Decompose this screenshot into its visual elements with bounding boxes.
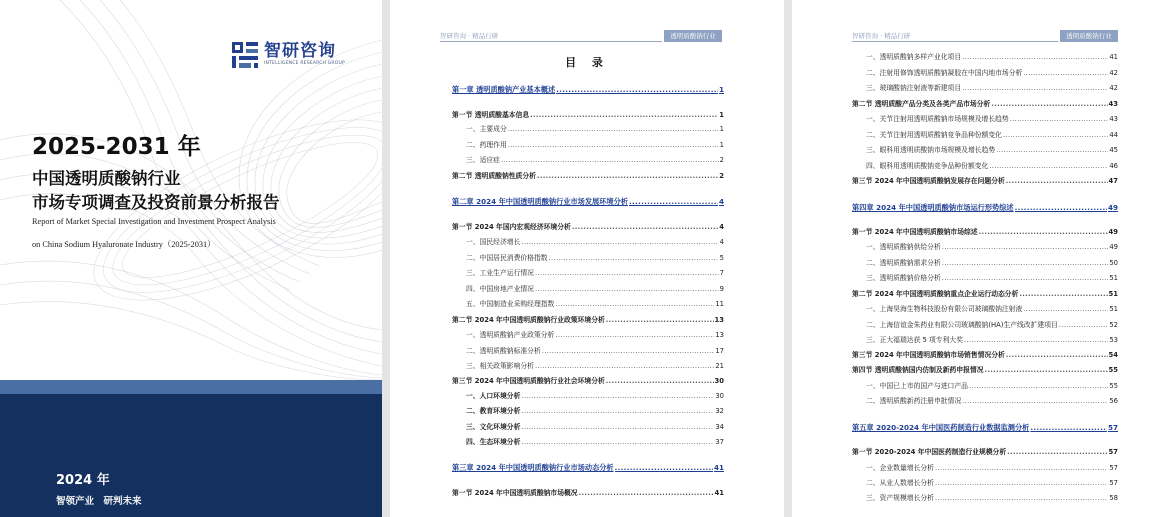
toc-section-entry[interactable] bbox=[852, 350, 1118, 360]
toc-page-number: 51 bbox=[1109, 305, 1118, 313]
toc-subsection-entry[interactable] bbox=[452, 253, 724, 263]
toc-leader-dots bbox=[537, 171, 718, 181]
toc-entry-label: 二、上海信谊金朱药业有限公司玻璃酸钠(HA)生产线改扩建项目 bbox=[866, 321, 1058, 329]
toc-chapter-link[interactable] bbox=[452, 463, 724, 473]
toc-section-entry[interactable] bbox=[452, 315, 724, 325]
toc-subsection-entry[interactable] bbox=[452, 346, 724, 356]
toc-section-entry[interactable] bbox=[452, 488, 724, 498]
toc-entry-label: 三、透明质酸钠价格分析 bbox=[866, 274, 941, 282]
toc-page-number: 44 bbox=[1109, 131, 1118, 139]
header-rule bbox=[852, 41, 1058, 42]
toc-leader-dots bbox=[942, 273, 1109, 283]
toc-page-number: 4 bbox=[718, 197, 724, 206]
toc-page-number: 42 bbox=[1109, 84, 1118, 92]
logo-name: 智研咨询 bbox=[264, 41, 336, 61]
toc-leader-dots bbox=[1006, 176, 1108, 186]
toc-section-entry[interactable] bbox=[852, 227, 1118, 237]
cover-slogan: 智领产业 研判未来 bbox=[56, 496, 142, 507]
toc-subsection-entry[interactable] bbox=[452, 437, 724, 447]
toc-subsection-entry[interactable] bbox=[852, 258, 1118, 268]
toc-leader-dots bbox=[521, 422, 714, 432]
toc-leader-dots bbox=[606, 376, 714, 386]
report-cover-page[interactable] bbox=[0, 0, 382, 517]
toc-section-entry[interactable] bbox=[852, 365, 1118, 375]
toc-subsection-entry[interactable] bbox=[852, 478, 1118, 488]
toc-entry-label: 一、国民经济增长 bbox=[466, 238, 521, 246]
toc-page-number: 1 bbox=[718, 85, 724, 94]
toc-page-number: 43 bbox=[1108, 100, 1118, 108]
toc-entry-label: 一、人口环境分析 bbox=[466, 392, 521, 400]
toc-subsection-entry[interactable] bbox=[452, 237, 724, 247]
cover-date: 2024 年 bbox=[56, 473, 110, 488]
toc-page-number: 55 bbox=[1109, 382, 1118, 390]
toc-page-number: 41 bbox=[713, 463, 724, 472]
toc-page-number: 32 bbox=[715, 407, 724, 415]
toc-leader-dots bbox=[521, 406, 714, 416]
toc-subsection-entry[interactable] bbox=[452, 406, 724, 416]
toc-entry-label: 第四章 2024 年中国透明质酸钠市场运行形势综述 bbox=[852, 203, 1014, 212]
toc-subsection-entry[interactable] bbox=[852, 273, 1118, 283]
cover-english-title-1: Report of Market Special Investigation and Investment Prospect Analysis bbox=[32, 217, 276, 226]
toc-subsection-entry[interactable] bbox=[852, 145, 1118, 155]
toc-page-number: 41 bbox=[714, 489, 724, 497]
toc-page-number: 1 bbox=[719, 111, 724, 119]
toc-page-number: 1 bbox=[719, 125, 724, 133]
toc-entry-label: 二、中国居民消费价格指数 bbox=[466, 254, 548, 262]
toc-entry-label: 第二节 2024 年中国透明质酸钠行业政策环境分析 bbox=[452, 316, 605, 324]
toc-subsection-entry[interactable] bbox=[852, 463, 1118, 473]
logo-mark-icon bbox=[232, 42, 258, 68]
toc-leader-dots bbox=[969, 381, 1108, 391]
toc-entry-label: 二、教育环境分析 bbox=[466, 407, 521, 415]
toc-page-number: 1 bbox=[719, 141, 724, 149]
toc-title: 目 录 bbox=[565, 56, 609, 69]
toc-entry-label: 二、药理作用 bbox=[466, 141, 507, 149]
toc-entry-label: 第四节 透明质酸钠国内仿制及新药申报情况 bbox=[852, 366, 984, 374]
toc-leader-dots bbox=[1019, 289, 1107, 299]
toc-entry-label: 三、资产规模增长分析 bbox=[866, 494, 934, 502]
brand-logo bbox=[232, 42, 345, 68]
toc-entry-label: 一、主要成分 bbox=[466, 125, 507, 133]
toc-entry-label: 第五章 2020-2024 年中国医药制造行业数据监测分析 bbox=[852, 423, 1030, 432]
toc-page-number: 21 bbox=[715, 362, 724, 370]
toc-leader-dots bbox=[549, 253, 719, 263]
toc-entry-label: 一、企业数量增长分析 bbox=[866, 464, 934, 472]
toc-leader-dots bbox=[1030, 423, 1107, 433]
toc-leader-dots bbox=[521, 391, 714, 401]
toc-section-entry[interactable] bbox=[452, 171, 724, 181]
toc-entry-label: 二、透明质酸钠需求分析 bbox=[866, 259, 941, 267]
toc-page-number: 57 bbox=[1108, 448, 1118, 456]
toc-leader-dots bbox=[935, 493, 1108, 503]
toc-leader-dots bbox=[935, 463, 1108, 473]
toc-entry-label: 五、中国制造业采购经理指数 bbox=[466, 300, 555, 308]
toc-subsection-entry[interactable] bbox=[452, 299, 724, 309]
logo-tagline: INTELLIGENCE RESEARCH GROUP bbox=[264, 61, 345, 66]
toc-chapter-link[interactable] bbox=[452, 197, 724, 207]
toc-leader-dots bbox=[989, 161, 1108, 171]
toc-leader-dots bbox=[508, 140, 719, 150]
cover-english-title-2: on China Sodium Hyaluronate Industry（2025-2031） bbox=[32, 240, 216, 249]
cover-title-line-2: 市场专项调查及投资前景分析报告 bbox=[32, 193, 280, 212]
toc-subsection-entry[interactable] bbox=[852, 242, 1118, 252]
toc-subsection-entry[interactable] bbox=[452, 124, 724, 134]
toc-entry-label: 二、注射用修饰透明质酸钠凝胶在中国内地市场分析 bbox=[866, 69, 1023, 77]
toc-leader-dots bbox=[964, 335, 1108, 345]
toc-entry-label: 一、透明质酸钠多样产业化项目 bbox=[866, 53, 962, 61]
toc-entry-label: 第二章 2024 年中国透明质酸钠行业市场发展环境分析 bbox=[452, 197, 628, 206]
toc-entry-label: 四、眼科用透明质酸钠竞争品种份额变化 bbox=[866, 162, 989, 170]
toc-section-entry[interactable] bbox=[452, 110, 724, 120]
toc-subsection-entry[interactable] bbox=[452, 361, 724, 371]
cover-year-range: 2025-2031 年 bbox=[32, 134, 201, 160]
toc-leader-dots bbox=[942, 258, 1109, 268]
toc-subsection-entry[interactable] bbox=[852, 52, 1118, 62]
toc-page-number: 34 bbox=[715, 423, 724, 431]
toc-leader-dots bbox=[556, 85, 718, 95]
toc-leader-dots bbox=[1059, 320, 1109, 330]
toc-page-1[interactable] bbox=[390, 0, 784, 517]
toc-subsection-entry[interactable] bbox=[852, 68, 1118, 78]
toc-entry-label: 三、玻璃酸钠注射液等新建项目 bbox=[866, 84, 962, 92]
toc-leader-dots bbox=[1023, 304, 1108, 314]
toc-entry-label: 第二节 2024 年中国透明质酸钠重点企业运行动态分析 bbox=[852, 290, 1019, 298]
toc-leader-dots bbox=[935, 478, 1108, 488]
toc-subsection-entry[interactable] bbox=[852, 130, 1118, 140]
toc-subsection-entry[interactable] bbox=[852, 381, 1118, 391]
toc-leader-dots bbox=[979, 227, 1108, 237]
toc-page-2[interactable] bbox=[792, 0, 1176, 517]
toc-entry-label: 第三节 2024 年中国透明质酸钠市场销售情况分析 bbox=[852, 351, 1005, 359]
toc-page-number: 4 bbox=[719, 223, 724, 231]
toc-page-number: 58 bbox=[1109, 494, 1118, 502]
toc-page-number: 49 bbox=[1108, 228, 1118, 236]
toc-leader-dots bbox=[615, 463, 713, 473]
toc-leader-dots bbox=[555, 299, 714, 309]
toc-subsection-entry[interactable] bbox=[852, 493, 1118, 503]
toc-leader-dots bbox=[521, 237, 718, 247]
toc-subsection-entry[interactable] bbox=[852, 161, 1118, 171]
page-header bbox=[440, 30, 722, 43]
toc-chapter-link[interactable] bbox=[852, 203, 1118, 213]
toc-leader-dots bbox=[962, 52, 1108, 62]
toc-page-number: 46 bbox=[1109, 162, 1118, 170]
toc-entry-label: 第二节 透明质酸钠性质分析 bbox=[452, 172, 536, 180]
toc-subsection-entry[interactable] bbox=[452, 330, 724, 340]
toc-entry-label: 四、生态环境分析 bbox=[466, 438, 521, 446]
toc-entry-label: 第一节 2024 年国内宏观经济环境分析 bbox=[452, 223, 571, 231]
toc-page-number: 56 bbox=[1109, 397, 1118, 405]
toc-leader-dots bbox=[606, 315, 714, 325]
toc-section-entry[interactable] bbox=[852, 289, 1118, 299]
toc-entry-label: 三、眼科用透明质酸钠市场规模及增长趋势 bbox=[866, 146, 996, 154]
toc-leader-dots bbox=[1003, 130, 1108, 140]
toc-entry-label: 三、相关政策影响分析 bbox=[466, 362, 534, 370]
toc-subsection-entry[interactable] bbox=[852, 114, 1118, 124]
toc-page-number: 57 bbox=[1107, 423, 1118, 432]
toc-leader-dots bbox=[962, 396, 1108, 406]
toc-leader-dots bbox=[535, 361, 714, 371]
toc-leader-dots bbox=[1015, 203, 1107, 213]
toc-entry-label: 第一节 2024 年中国透明质酸钠市场概况 bbox=[452, 489, 578, 497]
toc-leader-dots bbox=[542, 346, 715, 356]
toc-leader-dots bbox=[508, 124, 719, 134]
toc-subsection-entry[interactable] bbox=[852, 335, 1118, 345]
toc-entry-label: 一、关节注射用透明质酸钠市场规模及增长趋势 bbox=[866, 115, 1009, 123]
toc-page-number: 53 bbox=[1109, 336, 1118, 344]
toc-leader-dots bbox=[629, 197, 718, 207]
toc-leader-dots bbox=[1007, 447, 1107, 457]
toc-subsection-entry[interactable] bbox=[452, 268, 724, 278]
toc-leader-dots bbox=[572, 222, 718, 232]
toc-leader-dots bbox=[521, 437, 714, 447]
toc-page-number: 5 bbox=[719, 254, 724, 262]
toc-leader-dots bbox=[996, 145, 1108, 155]
toc-entry-label: 二、透明质酸钠标准分析 bbox=[466, 347, 541, 355]
toc-subsection-entry[interactable] bbox=[452, 391, 724, 401]
toc-entry-label: 三、适应症 bbox=[466, 156, 500, 164]
toc-entry-label: 一、透明质酸钠产业政策分析 bbox=[466, 331, 555, 339]
toc-entry-label: 一、上海昊海生物科技股份有限公司玻璃酸钠注射液 bbox=[866, 305, 1023, 313]
toc-page-number: 54 bbox=[1108, 351, 1118, 359]
toc-leader-dots bbox=[1006, 350, 1108, 360]
toc-page-number: 2 bbox=[719, 172, 724, 180]
toc-entry-label: 第一节 透明质酸基本信息 bbox=[452, 111, 530, 119]
toc-section-entry[interactable] bbox=[852, 99, 1118, 109]
toc-section-entry[interactable] bbox=[452, 222, 724, 232]
toc-subsection-entry[interactable] bbox=[852, 83, 1118, 93]
toc-entry-label: 第三节 2024 年中国透明质酸钠行业社会环境分析 bbox=[452, 377, 605, 385]
toc-entry-label: 第二节 透明质酸产品分类及各类产品市场分析 bbox=[852, 100, 991, 108]
toc-entry-label: 第一节 2020-2024 年中国医药制造行业规模分析 bbox=[852, 448, 1007, 456]
toc-page-number: 55 bbox=[1108, 366, 1118, 374]
toc-subsection-entry[interactable] bbox=[452, 140, 724, 150]
toc-page-number: 49 bbox=[1107, 203, 1118, 212]
toc-leader-dots bbox=[985, 365, 1108, 375]
toc-section-entry[interactable] bbox=[852, 447, 1118, 457]
toc-page-number: 9 bbox=[719, 285, 724, 293]
toc-subsection-entry[interactable] bbox=[452, 422, 724, 432]
toc-leader-dots bbox=[501, 155, 719, 165]
toc-subsection-entry[interactable] bbox=[452, 284, 724, 294]
header-tag: 透明质酸钠行业 bbox=[1060, 30, 1118, 42]
header-rule bbox=[440, 41, 662, 42]
toc-entry-label: 三、工业生产运行情况 bbox=[466, 269, 534, 277]
toc-page-number: 51 bbox=[1108, 290, 1118, 298]
toc-leader-dots bbox=[579, 488, 714, 498]
toc-section-entry[interactable] bbox=[452, 376, 724, 386]
page-header bbox=[852, 30, 1118, 43]
toc-page-number: 13 bbox=[715, 331, 724, 339]
toc-page-number: 11 bbox=[715, 300, 724, 308]
toc-page-number: 30 bbox=[715, 392, 724, 400]
toc-leader-dots bbox=[962, 83, 1108, 93]
toc-entry-label: 二、关节注射用透明质酸钠竞争品种份额变化 bbox=[866, 131, 1002, 139]
cover-accent-stripe bbox=[0, 380, 382, 394]
toc-page-number: 4 bbox=[719, 238, 724, 246]
header-tag: 透明质酸钠行业 bbox=[664, 30, 722, 42]
toc-leader-dots bbox=[1010, 114, 1109, 124]
toc-entry-label: 三、文化环境分析 bbox=[466, 423, 521, 431]
toc-entry-label: 三、正大福瑞达获 5 项专利大奖 bbox=[866, 336, 964, 344]
toc-leader-dots bbox=[530, 110, 718, 120]
toc-leader-dots bbox=[1023, 68, 1108, 78]
toc-entry-label: 第一章 透明质酸钠产业基本概述 bbox=[452, 85, 556, 94]
toc-page-number: 51 bbox=[1109, 274, 1118, 282]
toc-page-number: 41 bbox=[1109, 53, 1118, 61]
toc-entry-label: 第三章 2024 年中国透明质酸钠行业市场动态分析 bbox=[452, 463, 614, 472]
toc-subsection-entry[interactable] bbox=[852, 396, 1118, 406]
toc-page-number: 7 bbox=[719, 269, 724, 277]
toc-entry-label: 一、透明质酸钠供给分析 bbox=[866, 243, 941, 251]
header-brand: 智研咨询 · 精品行研 bbox=[852, 32, 911, 40]
toc-entry-label: 二、透明质酸新药注册申批情况 bbox=[866, 397, 962, 405]
toc-chapter-link[interactable] bbox=[452, 85, 724, 95]
toc-page-number: 30 bbox=[714, 377, 724, 385]
toc-subsection-entry[interactable] bbox=[452, 155, 724, 165]
toc-section-entry[interactable] bbox=[852, 176, 1118, 186]
toc-page-number: 47 bbox=[1108, 177, 1118, 185]
toc-chapter-link[interactable] bbox=[852, 423, 1118, 433]
toc-page-number: 49 bbox=[1109, 243, 1118, 251]
toc-page-number: 50 bbox=[1109, 259, 1118, 267]
toc-leader-dots bbox=[942, 242, 1109, 252]
toc-page-number: 45 bbox=[1109, 146, 1118, 154]
cover-title-line-1: 中国透明质酸钠行业 bbox=[32, 169, 181, 188]
toc-leader-dots bbox=[535, 268, 719, 278]
toc-page-number: 57 bbox=[1109, 479, 1118, 487]
toc-subsection-entry[interactable] bbox=[852, 320, 1118, 330]
toc-leader-dots bbox=[555, 330, 714, 340]
toc-subsection-entry[interactable] bbox=[852, 304, 1118, 314]
toc-entry-label: 第一节 2024 年中国透明质酸钠市场综述 bbox=[852, 228, 978, 236]
toc-page-number: 43 bbox=[1109, 115, 1118, 123]
toc-leader-dots bbox=[535, 284, 719, 294]
toc-page-number: 57 bbox=[1109, 464, 1118, 472]
toc-entry-label: 四、中国房地产业情况 bbox=[466, 285, 534, 293]
toc-page-number: 37 bbox=[715, 438, 724, 446]
toc-page-number: 17 bbox=[715, 347, 724, 355]
toc-page-number: 13 bbox=[714, 316, 724, 324]
toc-entry-label: 二、从业人数增长分析 bbox=[866, 479, 934, 487]
toc-entry-label: 一、中国已上市的国产与进口产品 bbox=[866, 382, 968, 390]
toc-page-number: 52 bbox=[1109, 321, 1118, 329]
toc-leader-dots bbox=[991, 99, 1107, 109]
toc-entry-label: 第三节 2024 年中国透明质酸钠发展存在问题分析 bbox=[852, 177, 1005, 185]
toc-page-number: 42 bbox=[1109, 69, 1118, 77]
toc-page-number: 2 bbox=[719, 156, 724, 164]
header-brand: 智研咨询 · 精品行研 bbox=[440, 32, 499, 40]
